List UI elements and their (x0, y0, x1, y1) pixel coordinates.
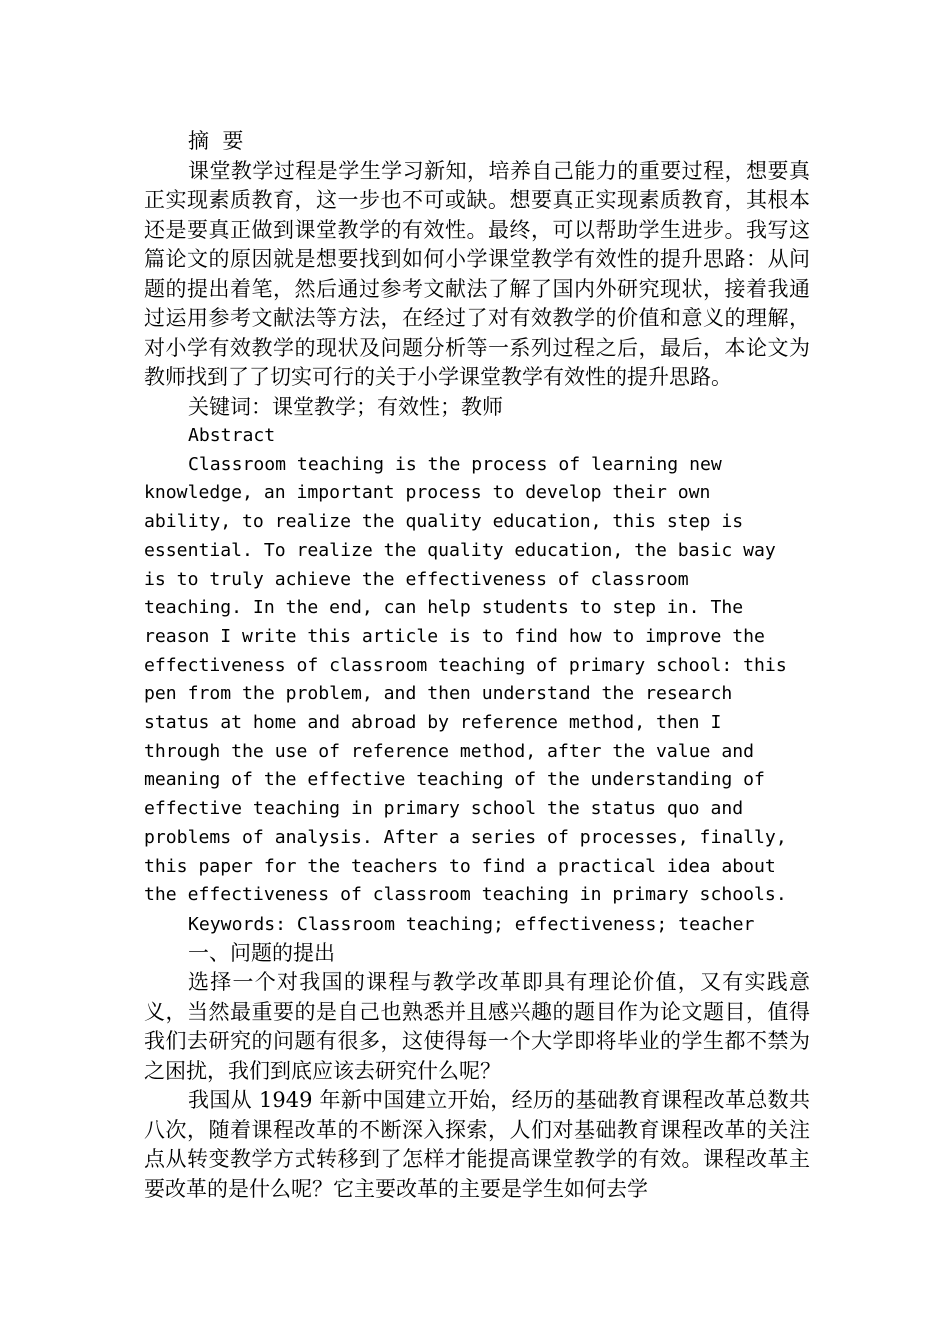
abstract-cn-body: 课堂教学过程是学生学习新知，培养自己能力的重要过程，想要真正实现素质教育，这一步也不可或缺。想要真正实现素质教育，其根本还是要真正做到课堂教学的有效性。最终，可以帮助学生进步。我写这篇论文的原因就是想要找到如何小学课堂教学有效性的提升思路：从问题的提出着笔，然后通过参考文献法了解了国内外研究现状，接着我通过运用参考文献法等方法，在经过了对有效教学的价值和意义的理解，对小学有效教学的现状及问题分析等一系列过程之后，最后，本论文为教师找到了了切实可行的关于小学课堂教学有效性的提升思路。 (144, 158, 810, 389)
abstract-en-line: effective teaching in primary school the status quo and (144, 798, 744, 820)
keywords-en: Keywords: Classroom teaching; effectiveness; teacher (188, 913, 755, 935)
abstract-en-line: the effectiveness of classroom teaching in primary schools. (144, 884, 787, 906)
abstract-en-line: reason I write this article is to find how to improve the (144, 625, 765, 647)
section-heading: 一、问题的提出 (188, 940, 335, 965)
keywords-cn: 关键词：课堂教学；有效性；教师 (188, 394, 503, 419)
abstract-en-line: is to truly achieve the effectiveness of classroom (144, 568, 689, 590)
abstract-en-line: Classroom teaching is the process of learning new (188, 453, 722, 475)
abstract-en-line: problems of analysis. After a series of processes, finally, (144, 826, 787, 848)
abstract-en-heading: Abstract (188, 425, 276, 446)
abstract-cn-heading: 摘 要 (188, 129, 244, 153)
document-content (144, 127, 810, 1204)
abstract-en-line: through the use of reference method, after the value and (144, 740, 755, 762)
abstract-en-line: pen from the problem, and then understand the research (144, 683, 733, 705)
abstract-en-line: meaning of the effective teaching of the understanding of (144, 769, 765, 791)
abstract-en-line: status at home and abroad by reference method, then I (144, 712, 722, 734)
section-paragraph-2: 我国从 1949 年新中国建立开始，经历的基础教育课程改革总数共八次，随着课程改革的不断深入探索，人们对基础教育课程改革的关注点从转变教学方式转移到了怎样才能提高课堂教学的有效。课程改革主要改革的是什么呢？它主要改革的主要是学生如何去学 (144, 1088, 810, 1201)
abstract-en-line: knowledge, an important process to develop their own (144, 482, 711, 504)
abstract-en-line: this paper for the teachers to find a practical idea about (144, 855, 776, 877)
abstract-en-line: effectiveness of classroom teaching of primary school: this (144, 654, 787, 676)
abstract-en-body (144, 451, 810, 910)
abstract-en-line: ability, to realize the quality education, this step is (144, 511, 744, 533)
abstract-en-line: teaching. In the end, can help students to step in. The (144, 597, 744, 619)
section-paragraph-1: 选择一个对我国的课程与教学改革即具有理论价值，又有实践意义，当然最重要的是自己也熟悉并且感兴趣的题目作为论文题目，值得我们去研究的问题有很多，这使得每一个大学即将毕业的学生都不禁为之困扰，我们到底应该去研究什么呢？ (144, 970, 810, 1083)
abstract-en-line: essential. To realize the quality education, the basic way (144, 539, 776, 561)
